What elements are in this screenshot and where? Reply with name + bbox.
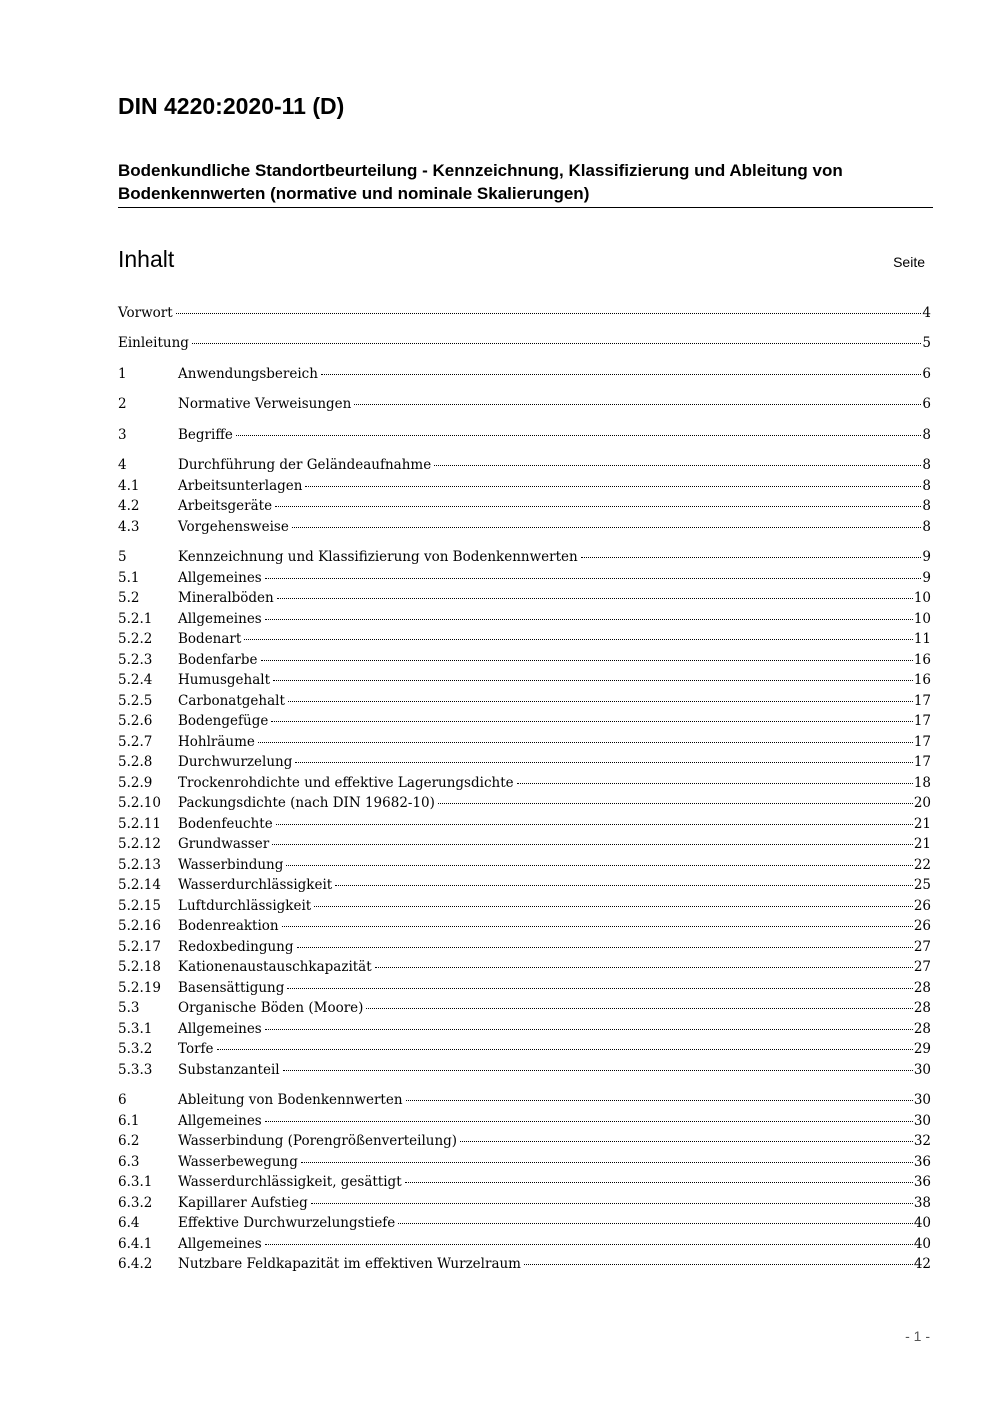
toc-entry-number: 5.2.4	[118, 672, 153, 688]
toc-entry[interactable]	[118, 629, 931, 649]
toc-entry-number: 5.2.17	[118, 939, 161, 955]
toc-entry[interactable]	[118, 834, 931, 854]
toc-entry-number: 5.2.12	[118, 836, 161, 852]
toc-entry-title: Basensättigung	[178, 980, 285, 996]
toc-dot-leader	[261, 659, 913, 661]
toc-entry-page: 17	[913, 713, 931, 729]
toc-entry-title: Bodenart	[178, 631, 242, 647]
toc-entry-title: Mineralböden	[178, 590, 274, 606]
toc-entry-title: Bodenfarbe	[178, 652, 258, 668]
toc-entry-number: 4.3	[118, 519, 140, 535]
toc-entry[interactable]	[118, 670, 931, 690]
toc-entry-page: 27	[913, 939, 931, 955]
toc-entry[interactable]	[118, 425, 931, 445]
toc-entry-title: Normative Verweisungen	[178, 396, 352, 412]
toc-entry-title: Hohlräume	[178, 734, 255, 750]
toc-dot-leader	[265, 577, 922, 579]
toc-entry-number: 6.4.2	[118, 1256, 153, 1272]
toc-entry-number: 6.4.1	[118, 1236, 153, 1252]
toc-entry-page: 36	[913, 1154, 931, 1170]
toc-entry-number: 6.3	[118, 1154, 140, 1170]
toc-entry-number: 5.2.14	[118, 877, 161, 893]
toc-entry[interactable]	[118, 691, 931, 711]
toc-entry-page: 30	[913, 1092, 931, 1108]
toc-entry-title: Durchwurzelung	[178, 754, 293, 770]
toc-entry-title: Bodengefüge	[178, 713, 269, 729]
toc-entry-number: 5.2	[118, 590, 140, 606]
toc-entry-title: Kapillarer Aufstieg	[178, 1195, 308, 1211]
toc-entry-title: Allgemeines	[178, 1021, 262, 1037]
toc-dot-leader	[314, 905, 913, 907]
toc-dot-leader	[434, 464, 921, 466]
toc-entry-title: Kennzeichnung und Klassifizierung von Bodenkennwerten	[178, 549, 578, 565]
toc-entry-title: Nutzbare Feldkapazität im effektiven Wurzelraum	[178, 1256, 521, 1272]
title-divider	[118, 207, 933, 208]
toc-entry[interactable]	[118, 394, 931, 414]
toc-dot-leader	[265, 1028, 913, 1030]
toc-dot-leader	[297, 946, 913, 948]
toc-heading: Inhalt	[118, 246, 175, 272]
document-title: DIN 4220:2020-11 (D)	[118, 93, 345, 119]
toc-entry-page: 36	[913, 1174, 931, 1190]
toc-entry-number: 5.2.8	[118, 754, 153, 770]
toc-dot-leader	[272, 843, 913, 845]
toc-entry-number: 5.2.7	[118, 734, 153, 750]
toc-entry[interactable]	[118, 609, 931, 629]
toc-entry-number: 5.2.6	[118, 713, 153, 729]
toc-entry-title: Packungsdichte (nach DIN 19682-10)	[178, 795, 435, 811]
toc-entry[interactable]	[118, 1060, 931, 1080]
toc-entry-title: Vorwort	[118, 305, 173, 321]
toc-entry-number: 5.2.1	[118, 611, 153, 627]
toc-entry-page: 21	[913, 836, 931, 852]
toc-entry-page: 9	[922, 570, 931, 586]
toc-entry-page: 32	[913, 1133, 931, 1149]
toc-dot-leader	[288, 700, 913, 702]
toc-dot-leader	[265, 1243, 913, 1245]
toc-entry[interactable]	[118, 1039, 931, 1059]
toc-entry[interactable]	[118, 650, 931, 670]
toc-entry[interactable]	[118, 1213, 931, 1233]
toc-entry[interactable]	[118, 957, 931, 977]
toc-page-column-label: Seite	[893, 254, 925, 270]
toc-entry[interactable]	[118, 496, 931, 516]
toc-entry[interactable]	[118, 916, 931, 936]
toc-entry-title: Substanzanteil	[178, 1062, 280, 1078]
toc-dot-leader	[398, 1222, 913, 1224]
toc-entry-page: 38	[913, 1195, 931, 1211]
toc-dot-leader	[217, 1048, 913, 1050]
toc-dot-leader	[258, 741, 913, 743]
toc-dot-leader	[335, 884, 913, 886]
toc-entry-page: 25	[913, 877, 931, 893]
toc-entry-page: 16	[913, 672, 931, 688]
toc-entry-page: 10	[913, 590, 931, 606]
toc-entry-page: 30	[913, 1062, 931, 1078]
toc-entry[interactable]	[118, 1090, 931, 1110]
toc-dot-leader	[405, 1181, 913, 1183]
toc-dot-leader	[277, 597, 913, 599]
toc-entry-number: 1	[118, 366, 127, 382]
toc-entry[interactable]	[118, 1111, 931, 1131]
toc-dot-leader	[295, 761, 912, 763]
toc-entry-title: Wasserbindung (Porengrößenverteilung)	[178, 1133, 458, 1149]
toc-dot-leader	[176, 312, 922, 314]
toc-entry-page: 18	[913, 775, 931, 791]
toc-dot-leader	[438, 802, 913, 804]
toc-entry[interactable]	[118, 568, 931, 588]
toc-entry-title: Anwendungsbereich	[178, 366, 318, 382]
toc-dot-leader	[271, 720, 912, 722]
toc-entry-page: 9	[922, 549, 931, 565]
toc-entry-title: Effektive Durchwurzelungstiefe	[178, 1215, 396, 1231]
toc-dot-leader	[273, 679, 913, 681]
toc-entry-title: Arbeitsunterlagen	[178, 478, 303, 494]
toc-entry-page: 28	[913, 1000, 931, 1016]
toc-entry[interactable]	[118, 303, 931, 323]
toc-entry-number: 5.2.9	[118, 775, 153, 791]
toc-entry-page: 10	[913, 611, 931, 627]
toc-entry[interactable]	[118, 1172, 931, 1192]
toc-entry-title: Allgemeines	[178, 611, 262, 627]
toc-dot-leader	[375, 966, 913, 968]
toc-entry-page: 8	[922, 498, 931, 514]
toc-entry-number: 5.2.3	[118, 652, 153, 668]
toc-entry[interactable]	[118, 547, 931, 567]
toc-entry[interactable]	[118, 455, 931, 475]
toc-dot-leader	[244, 638, 913, 640]
toc-entry-title: Bodenfeuchte	[178, 816, 273, 832]
toc-entry[interactable]	[118, 998, 931, 1018]
toc-entry-number: 6.3.1	[118, 1174, 153, 1190]
toc-entry[interactable]	[118, 1131, 931, 1151]
toc-entry-number: 3	[118, 427, 127, 443]
toc-entry-number: 4.2	[118, 498, 140, 514]
toc-entry-page: 8	[922, 427, 931, 443]
toc-entry[interactable]	[118, 1234, 931, 1254]
toc-entry[interactable]	[118, 896, 931, 916]
toc-entry-page: 40	[913, 1215, 931, 1231]
toc-entry-title: Humusgehalt	[178, 672, 271, 688]
toc-entry-number: 4.1	[118, 478, 140, 494]
toc-dot-leader	[276, 823, 913, 825]
toc-entry-page: 29	[913, 1041, 931, 1057]
toc-entry-number: 5.2.16	[118, 918, 161, 934]
toc-entry-number: 5.3	[118, 1000, 140, 1016]
toc-dot-leader	[305, 485, 921, 487]
toc-entry-page: 8	[922, 478, 931, 494]
toc-entry-page: 6	[922, 396, 931, 412]
toc-entry-number: 4	[118, 457, 127, 473]
toc-dot-leader	[406, 1099, 913, 1101]
toc-entry-number: 6.1	[118, 1113, 140, 1129]
toc-entry-number: 5.2.11	[118, 816, 161, 832]
toc-entry[interactable]	[118, 364, 931, 384]
toc-entry[interactable]	[118, 1193, 931, 1213]
toc-dot-leader	[286, 864, 912, 866]
toc-dot-leader	[192, 342, 921, 344]
toc-entry-title: Begriffe	[178, 427, 233, 443]
toc-entry-title: Allgemeines	[178, 570, 262, 586]
toc-entry-number: 5.2.5	[118, 693, 153, 709]
toc-dot-leader	[366, 1007, 912, 1009]
toc-entry-page: 40	[913, 1236, 931, 1252]
toc-entry-number: 2	[118, 396, 127, 412]
toc-entry-title: Luftdurchlässigkeit	[178, 898, 312, 914]
toc-entry[interactable]	[118, 814, 931, 834]
toc-dot-leader	[265, 618, 913, 620]
toc-entry-title: Wasserdurchlässigkeit, gesättigt	[178, 1174, 402, 1190]
toc-entry-number: 5.3.3	[118, 1062, 153, 1078]
toc-entry-number: 5.2.18	[118, 959, 161, 975]
toc-entry-title: Wasserbewegung	[178, 1154, 298, 1170]
toc-entry[interactable]	[118, 752, 931, 772]
toc-entry-title: Durchführung der Geländeaufnahme	[178, 457, 432, 473]
toc-entry-title: Einleitung	[118, 335, 189, 351]
toc-entry-number: 5.2.19	[118, 980, 161, 996]
toc-entry[interactable]	[118, 1019, 931, 1039]
toc-entry-number: 5.2.2	[118, 631, 153, 647]
toc-entry[interactable]	[118, 1152, 931, 1172]
toc-entry-page: 26	[913, 898, 931, 914]
toc-entry-page: 30	[913, 1113, 931, 1129]
toc-entry-title: Trockenrohdichte und effektive Lagerungsdichte	[178, 775, 514, 791]
toc-dot-leader	[460, 1140, 913, 1142]
toc-entry[interactable]	[118, 588, 931, 608]
toc-entry-number: 5.3.1	[118, 1021, 153, 1037]
toc-entry-number: 5	[118, 549, 127, 565]
toc-dot-leader	[265, 1120, 913, 1122]
toc-dot-leader	[287, 987, 912, 989]
toc-entry-number: 6	[118, 1092, 127, 1108]
toc-entry-title: Kationenaustauschkapazität	[178, 959, 372, 975]
toc-dot-leader	[283, 1069, 913, 1071]
toc-entry-number: 5.3.2	[118, 1041, 153, 1057]
toc-entry[interactable]	[118, 517, 931, 537]
toc-entry-title: Allgemeines	[178, 1236, 262, 1252]
toc-entry-title: Carbonatgehalt	[178, 693, 285, 709]
toc-entry-title: Wasserbindung	[178, 857, 284, 873]
toc-dot-leader	[292, 526, 922, 528]
toc-entry-page: 8	[922, 519, 931, 535]
toc-entry-title: Bodenreaktion	[178, 918, 279, 934]
toc-entry-page: 17	[913, 754, 931, 770]
document-subtitle: Bodenkundliche Standortbeurteilung - Kennzeichnung, Klassifizierung und Ableitung von Bodenkennwerten (normative und nominale Skalierungen)	[118, 161, 843, 203]
toc-entry-title: Wasserdurchlässigkeit	[178, 877, 333, 893]
toc-entry-page: 6	[922, 366, 931, 382]
toc-entry-number: 6.2	[118, 1133, 140, 1149]
toc-entry-title: Torfe	[178, 1041, 214, 1057]
toc-entry[interactable]	[118, 855, 931, 875]
toc-dot-leader	[517, 782, 913, 784]
toc-entry-title: Arbeitsgeräte	[178, 498, 273, 514]
toc-dot-leader	[301, 1161, 913, 1163]
toc-entry-page: 42	[913, 1256, 931, 1272]
toc-entry-page: 17	[913, 693, 931, 709]
toc-dot-leader	[282, 925, 913, 927]
toc-entry-page: 28	[913, 980, 931, 996]
toc-entry-number: 5.2.15	[118, 898, 161, 914]
toc-entry-title: Organische Böden (Moore)	[178, 1000, 364, 1016]
toc-dot-leader	[524, 1263, 913, 1265]
toc-entry-page: 20	[913, 795, 931, 811]
toc-entry-title: Ableitung von Bodenkennwerten	[178, 1092, 403, 1108]
toc-entry-page: 11	[913, 631, 931, 647]
toc-dot-leader	[354, 403, 921, 405]
toc-dot-leader	[321, 373, 921, 375]
toc-entry[interactable]	[118, 732, 931, 752]
toc-entry-title: Allgemeines	[178, 1113, 262, 1129]
toc-entry-page: 26	[913, 918, 931, 934]
toc-entry-page: 22	[913, 857, 931, 873]
toc-entry-number: 5.2.10	[118, 795, 161, 811]
toc-entry[interactable]	[118, 937, 931, 957]
toc-entry[interactable]	[118, 875, 931, 895]
toc-entry[interactable]	[118, 793, 931, 813]
toc-entry-title: Vorgehensweise	[178, 519, 289, 535]
toc-dot-leader	[236, 434, 922, 436]
toc-entry-page: 17	[913, 734, 931, 750]
toc-entry-page: 8	[922, 457, 931, 473]
toc-entry-number: 6.4	[118, 1215, 140, 1231]
toc-entry-number: 5.1	[118, 570, 140, 586]
toc-entry-number: 6.3.2	[118, 1195, 153, 1211]
toc-dot-leader	[275, 505, 921, 507]
toc-entry[interactable]	[118, 773, 931, 793]
toc-entry[interactable]	[118, 978, 931, 998]
toc-entry-page: 21	[913, 816, 931, 832]
toc-entry[interactable]	[118, 476, 931, 496]
toc-entry-number: 5.2.13	[118, 857, 161, 873]
toc-entry[interactable]	[118, 711, 931, 731]
toc-dot-leader	[311, 1202, 913, 1204]
page-number: - 1 -	[905, 1328, 930, 1344]
toc-entry[interactable]	[118, 1254, 931, 1274]
toc-entry-title: Grundwasser	[178, 836, 270, 852]
toc-entry-title: Redoxbedingung	[178, 939, 294, 955]
toc-entry-page: 5	[922, 335, 931, 351]
toc-entry-page: 27	[913, 959, 931, 975]
toc-entry[interactable]	[118, 333, 931, 353]
toc-entry-page: 16	[913, 652, 931, 668]
toc-dot-leader	[581, 556, 922, 558]
toc-entry-page: 4	[922, 305, 931, 321]
toc-entry-page: 28	[913, 1021, 931, 1037]
